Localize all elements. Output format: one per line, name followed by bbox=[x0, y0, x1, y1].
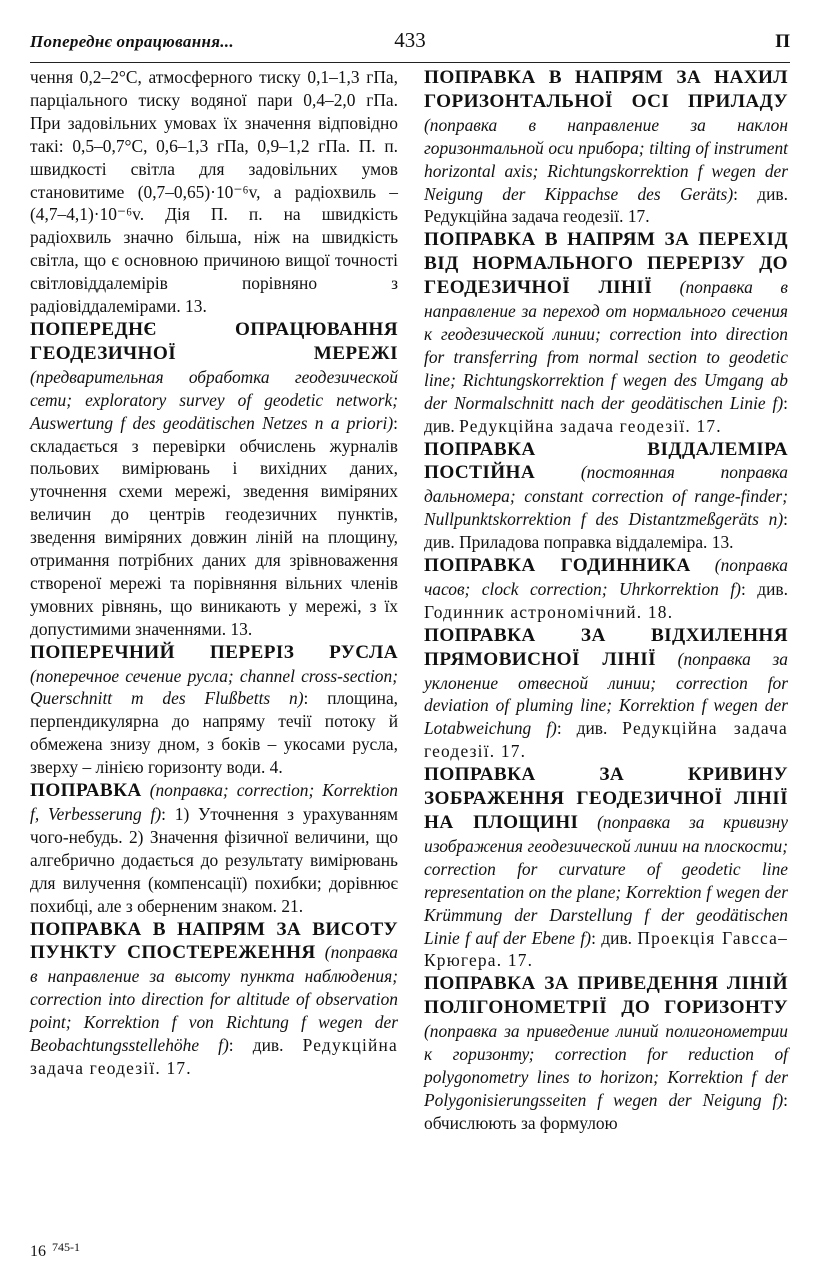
entry-equivalents: (поправка за уклонение отвесной линии; correction for deviation of pluming line; Korrektion f wegen der Lotabweichung f) bbox=[424, 648, 788, 739]
entry-equivalents: (поправка; correction; Korrektion f, Verbesserung f) bbox=[30, 780, 398, 824]
entry-equivalents: (поправка в направление за высоту пункта наблюдения; correction into direction for altitude of observation point; Korrektion f von Richtung f wegen der Beobachtungsstellehöhe f) bbox=[30, 942, 398, 1056]
entry-headword: ПОПРАВКА bbox=[30, 780, 142, 802]
dictionary-entry bbox=[30, 779, 398, 917]
entry-headword: ПОПРАВКА В НАПРЯМ ЗА ВИСОТУ ПУНКТУ СПОСТЕРЕЖЕННЯ bbox=[30, 918, 398, 964]
entry-equivalents: (поправка за кривизну изображения геодезической линии на плоскости; correction for curvature of geodetic line representation on the plane; Korrektion f wegen der Krümmung der Darstellung f der geodätischen Linie f auf der Ebene f) bbox=[424, 812, 788, 948]
page-footer bbox=[30, 1240, 80, 1261]
cross-reference: Годинник астрономічний. 18. bbox=[424, 601, 674, 622]
section-letter: П bbox=[775, 31, 790, 52]
entry-headword: ПОПРАВКА ЗА КРИВИНУ ЗОБРАЖЕННЯ ГЕОДЕЗИЧНОЇ ЛІНІЇ НА ПЛОЩИНІ bbox=[424, 764, 788, 833]
entry-definition: : див. bbox=[591, 927, 638, 948]
dictionary-entry bbox=[424, 763, 788, 972]
entry-equivalents: (поправка в направление за наклон горизонтальной оси прибора; tilting of instrument horizontal axis; Richtungskorrektion f wegen der Neigung der Kippachse des Geräts) bbox=[424, 114, 788, 204]
right-column bbox=[424, 66, 788, 1135]
cross-reference: Проекція Гавсса–Крюгера. 17. bbox=[424, 927, 788, 971]
cross-reference: Приладова поправка віддалеміра. 13. bbox=[459, 532, 734, 553]
entry-definition: : див. bbox=[740, 578, 788, 599]
entry-headword: ПОПРАВКА ГОДИННИКА bbox=[424, 555, 691, 577]
entry-definition: : обчислюють за формулою bbox=[424, 1089, 788, 1133]
entry-equivalents: (предварительная обработка геодезической сети; exploratory survey of geodetic network; Auswertung f des geodätischen Netzes n a priori) bbox=[30, 366, 398, 433]
cross-reference: Редукційна задача геодезії. 17. bbox=[424, 206, 650, 227]
entry-equivalents: (поперечное сечение русла; channel cross-section; Querschnitt m des Flußbetts n) bbox=[30, 665, 398, 709]
entry-equivalents: (поправка часов; clock correction; Uhrkorrektion f) bbox=[424, 555, 788, 599]
entry-definition: : див. bbox=[556, 718, 623, 739]
entry-equivalents: (поправка за приведение линий полигонометрии к горизонту; correction for reduction of polygonometry lines to horizon; Korrektion f der Polygonisierungsseiten f wegen der Neigung f) bbox=[424, 1021, 788, 1110]
dictionary-entry bbox=[30, 318, 398, 641]
entry-headword: ПОПРАВКА ВІДДАЛЕМІРА ПОСТІЙНА bbox=[424, 438, 788, 484]
entry-headword: ПОПРАВКА В НАПРЯМ ЗА НАХИЛ ГОРИЗОНТАЛЬНОЇ ОСІ ПРИЛАДУ bbox=[424, 67, 788, 112]
dictionary-entry bbox=[424, 228, 788, 437]
entry-equivalents: (постоянная поправка дальномера; constant correction of range-finder; Nullpunktskorrektion f des Distantzmeßgeräts n) bbox=[424, 462, 788, 530]
dictionary-entry bbox=[424, 66, 788, 228]
entry-headword: ПОПРАВКА ЗА ПРИВЕДЕННЯ ЛІНІЙ ПОЛІГОНОМЕТРІЇ ДО ГОРИЗОНТУ bbox=[424, 973, 788, 1019]
entry-definition: : 1) Уточнення з урахуванням чого-небудь. 2) Значення фізичної величини, що алгебрично додається до результату вимірювань для вилучення (компенсації) похибки; дорівнює похибці, але з оберненим знаком. 21. bbox=[30, 804, 399, 916]
entry-headword: ПОПЕРЕДНЄ ОПРАЦЮВАННЯ ГЕОДЕЗИЧНОЇ МЕРЕЖІ bbox=[30, 318, 398, 364]
entry-headword: ПОПРАВКА В НАПРЯМ ЗА ПЕРЕХІД ВІД НОРМАЛЬНОГО ПЕРЕРІЗУ ДО ГЕОДЕЗИЧНОЇ ЛІНІЇ bbox=[424, 229, 788, 299]
dictionary-entry bbox=[424, 438, 788, 555]
entry-definition: : див. bbox=[733, 183, 788, 204]
dictionary-entry bbox=[424, 554, 788, 624]
page-number: 433 bbox=[394, 28, 426, 52]
entry-definition: : див. bbox=[424, 509, 788, 553]
entry-definition: : див. bbox=[228, 1035, 303, 1056]
cross-reference: Редукційна задача геодезії. 17. bbox=[30, 1035, 398, 1078]
dictionary-entry bbox=[424, 624, 788, 763]
dictionary-entry bbox=[30, 641, 398, 779]
dictionary-entry bbox=[424, 972, 788, 1134]
dictionary-entry bbox=[30, 918, 398, 1080]
entry-definition: : див. bbox=[424, 392, 788, 436]
signature-number: 16 bbox=[30, 1243, 46, 1260]
cross-reference: Редукційна задача геодезії. 17. bbox=[424, 718, 788, 762]
continuation-text: чення 0,2–2°С, атмосферного тиску 0,1–1,3 гПа, парціального тиску водяної пари 0,4–2,0 гПа. При задовільних умовах їх значення відповідно такі: 0,5–0,7°С, 0,6–1,3 гПа, 0,9–1,2 гПа. П. п. швидкості світла для задовільних умов становитиме (0,7–0,65)·10⁻⁶v, а радіохвиль – (4,7–4,1)·10⁻⁶v. Дія П. п. на швидкість радіохвиль значно більша, ніж на швидкість світла, що є основною причиною вищої точності світловіддалемірів порівняно з радіовіддалемірами. 13. bbox=[30, 67, 398, 317]
print-code: 745-1 bbox=[52, 1240, 80, 1254]
entry-definition: : площина, перпендикулярна до напряму течії потоку й обмежена знизу дном, з боків – укосами русла, зверху – лінією горизонту води. 4. bbox=[30, 688, 399, 778]
running-head: Попереднє опрацювання... bbox=[30, 32, 234, 51]
page-header bbox=[30, 28, 790, 63]
entry-headword: ПОПРАВКА ЗА ВІДХИЛЕННЯ ПРЯМОВИСНОЇ ЛІНІЇ bbox=[424, 624, 788, 670]
entry-equivalents: (поправка в направление за переход от нормального сечения к геодезической линии; correction into direction for transferring from normal section to geodetic line; Richtungskorrektion f wegen des Umgang ab der Normalschnitt nach der geodätischen Linie f) bbox=[424, 277, 788, 413]
left-column bbox=[30, 66, 398, 1080]
entry-headword: ПОПЕРЕЧНИЙ ПЕРЕРІЗ РУСЛА bbox=[30, 641, 398, 663]
entry-definition: : складається з перевірки обчислень журналів польових вимірювань і вихідних даних, уточнення схеми мережі, зведення виміряних величин до центрів геодезичних пунктів, зведення виміряних довжин ліній на площину, отримання потрібних даних для зрівноваження створеної мережі та порівняння вільних членів умовних рівнянь, що виникають у мережі, з їх допустимими значеннями. 13. bbox=[30, 412, 398, 639]
cross-reference: Редукційна задача геодезії. 17. bbox=[459, 415, 722, 436]
